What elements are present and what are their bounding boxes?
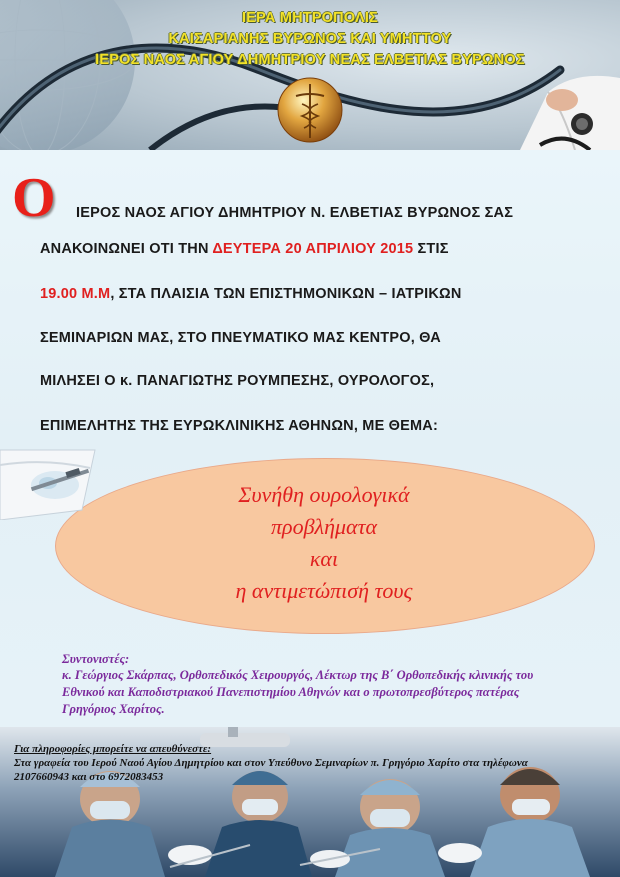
info-phone-numbers: 2107660943 και στο 6972083453 [14, 771, 164, 783]
topic-title-line: Συνήθη ουρολογικά [238, 482, 410, 507]
announcement-line [40, 241, 449, 257]
header-diocese: ΙΕΡΑ ΜΗΤΡΟΠΟΛΙΣ [242, 10, 378, 26]
announcement-text: ΣΤΙΣ [413, 241, 449, 257]
topic-title-line: η αντιμετώπισή τους [235, 578, 413, 603]
info-title: Για πληροφορίες μπορείτε να απευθύνεστε: [14, 743, 212, 755]
coordinators-text: Γρηγόριος Χαρίτος. [62, 702, 165, 716]
topic-title-line: και [309, 546, 339, 571]
header-banner [0, 0, 620, 150]
event-date: ΔΕΥΤΕΡΑ 20 ΑΠΡΙΛΙΟΥ 2015 [212, 241, 414, 257]
event-time: 19.00 Μ.Μ [40, 286, 111, 302]
info-contact-text: Στα γραφεία του Ιερού Ναού Αγίου Δημητρίου και στον Υπεύθυνο Σεμιναρίων π. Γρηγόριο Χαρίτο στα τηλέφωνα [14, 757, 528, 769]
announcement-text: , ΣΤΑ ΠΛΑΙΣΙΑ ΤΩΝ ΕΠΙΣΤΗΜΟΝΙΚΩΝ – ΙΑΤΡΙΚΩΝ [110, 286, 462, 302]
header-diocese-region: ΚΑΙΣΑΡΙΑΝΗΣ ΒΥΡΩΝΟΣ ΚΑΙ ΥΜΗΤΤΟΥ [168, 31, 452, 47]
header-church-name: ΙΕΡΟΣ ΝΑΟΣ ΑΓΙΟΥ ΔΗΜΗΤΡΙΟΥ ΝΕΑΣ ΕΛΒΕΤΙΑΣ ΒΥΡΩΝΟΣ [95, 52, 525, 68]
announcement-line: ΜΙΛΗΣΕΙ Ο κ. ΠΑΝΑΓΙΩΤΗΣ ΡΟΥΜΠΕΣΗΣ, ΟΥΡΟΛΟΓΟΣ, [40, 373, 435, 389]
announcement-section [0, 150, 620, 727]
coordinators-text: κ. Γεώργιος Σκάρπας, Ορθοπεδικός Χειρουργός, Λέκτωρ της Β΄ Ορθοπεδικής κλινικής του [62, 668, 534, 682]
topic-title-line: προβλήματα [271, 514, 377, 539]
coordinators-text: Εθνικού και Καποδιστριακού Πανεπιστημίου Αθηνών και ο πρωτοπρεσβύτερος πατέρας [62, 685, 520, 699]
drop-cap: Ο [12, 167, 56, 229]
announcement-line: ΣΕΜΙΝΑΡΙΩΝ ΜΑΣ, ΣΤΟ ΠΝΕΥΜΑΤΙΚΟ ΜΑΣ ΚΕΝΤΡΟ, ΘΑ [40, 330, 441, 346]
announcement-line: ΕΠΙΜΕΛΗΤΗΣ ΤΗΣ ΕΥΡΩΚΛΙΝΙΚΗΣ ΑΘΗΝΩΝ, ΜΕ ΘΕΜΑ: [40, 418, 438, 434]
footer-surgery-photo [0, 727, 620, 877]
announcement-line [40, 286, 462, 302]
gloved-hand-image [0, 440, 140, 520]
coordinators-title: Συντονιστές: [62, 652, 130, 666]
announcement-text: ΑΝΑΚΟΙΝΩΝΕΙ ΟΤΙ ΤΗΝ [40, 241, 213, 257]
announcement-line: ΙΕΡΟΣ ΝΑΟΣ ΑΓΙΟΥ ΔΗΜΗΤΡΙΟΥ Ν. ΕΛΒΕΤΙΑΣ ΒΥΡΩΝΟΣ ΣΑΣ [76, 205, 514, 221]
